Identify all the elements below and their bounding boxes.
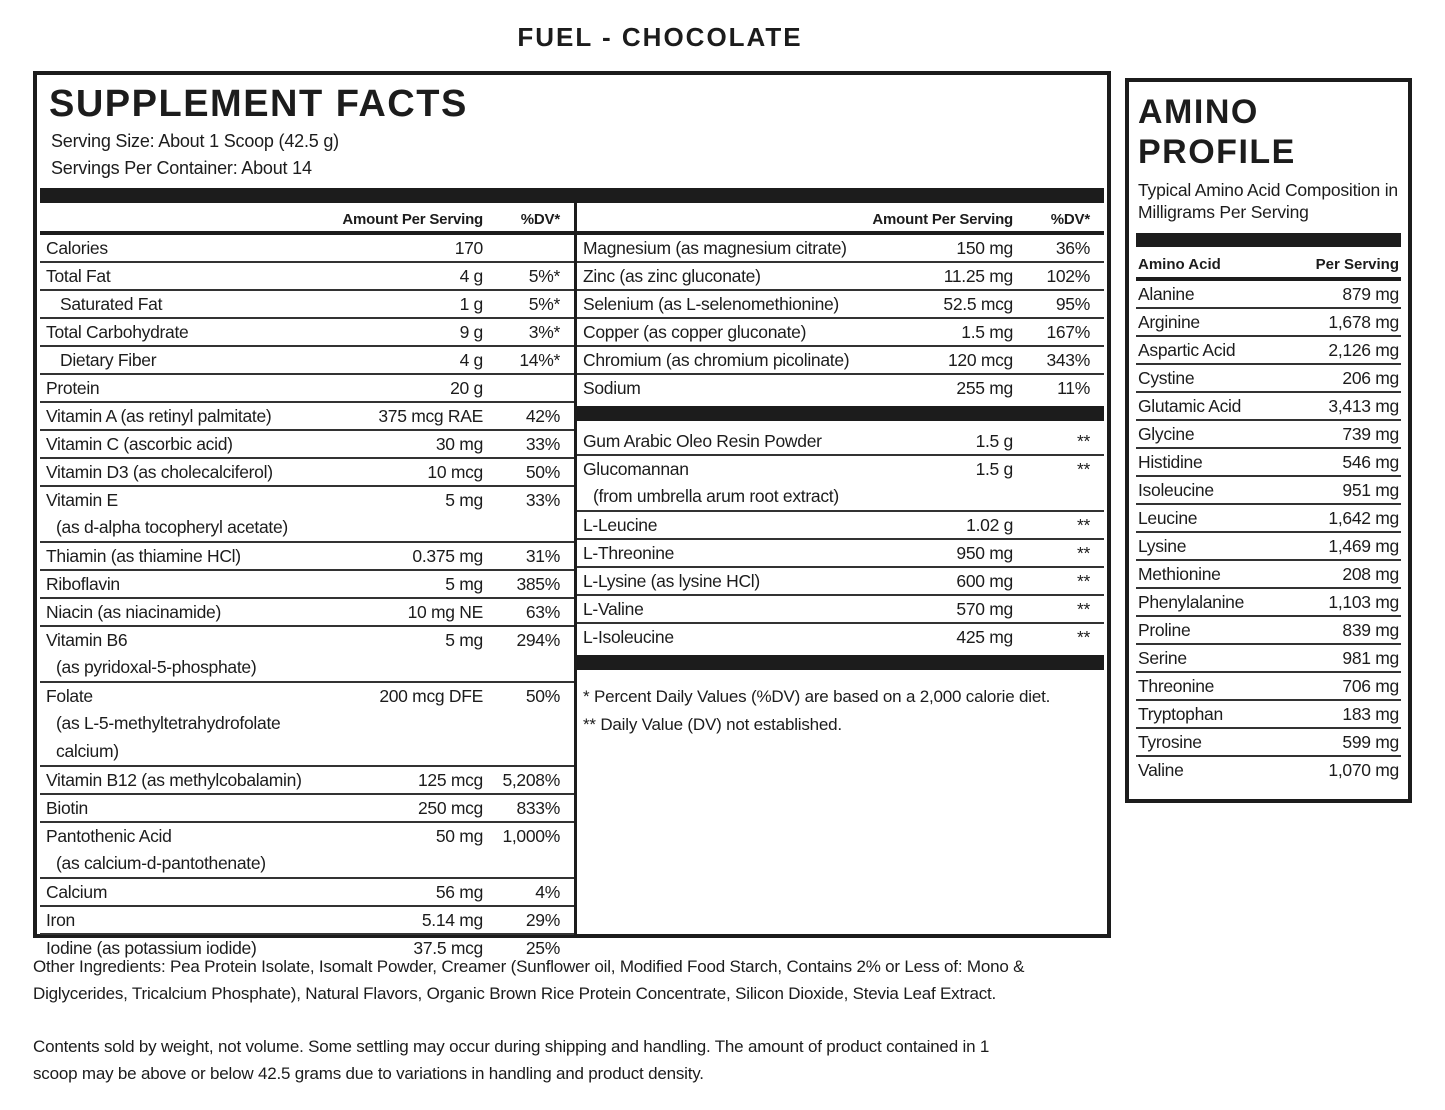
table-row <box>40 291 574 319</box>
table-row <box>1136 337 1401 365</box>
facts-column-right <box>577 203 1104 934</box>
table-row <box>577 291 1104 319</box>
nutrient-name: Vitamin D3 (as cholecalciferol) <box>46 462 273 482</box>
table-row <box>1136 701 1401 729</box>
nutrient-dv: 5%* <box>528 266 560 286</box>
nutrient-name: Thiamin (as thiamine HCl) <box>46 546 241 566</box>
nutrient-dv: 102% <box>1046 266 1090 286</box>
amino-header-row <box>1136 247 1401 281</box>
nutrient-name-cell <box>46 235 333 261</box>
nutrient-name: Vitamin E <box>46 490 118 510</box>
table-row <box>577 263 1104 291</box>
table-row <box>1136 533 1401 561</box>
nutrient-name-cell <box>46 795 333 821</box>
table-row <box>577 319 1104 347</box>
contents-weight-note: Contents sold by weight, not volume. Some settling may occur during shipping and handling. The amount of product contained in 1 scoop may be above or below 42.5 grams due to variations in handling and product density. <box>33 1037 990 1083</box>
nutrient-amount: 5 mg <box>445 574 483 594</box>
nutrient-amount: 4 g <box>459 266 483 286</box>
nutrient-name: Calcium <box>46 882 108 902</box>
nutrient-amount: 570 mg <box>956 599 1013 619</box>
nutrient-amount: 20 g <box>450 378 483 398</box>
table-row <box>40 347 574 375</box>
nutrient-dv: 3%* <box>528 322 560 342</box>
amino-acid-amount: 2,126 mg <box>1328 340 1399 360</box>
nutrient-dv: 5%* <box>528 294 560 314</box>
nutrient-name: Magnesium (as magnesium citrate) <box>583 238 847 258</box>
nutrient-dv: 25% <box>525 938 560 958</box>
nutrient-amount: 125 mcg <box>417 770 483 790</box>
nutrient-amount: 425 mg <box>956 627 1013 647</box>
nutrient-dv: 11% <box>1057 378 1090 398</box>
nutrient-name: Biotin <box>46 798 88 818</box>
nutrient-name-cell <box>46 291 333 317</box>
nutrient-dv: ** <box>1076 627 1090 647</box>
table-row <box>1136 449 1401 477</box>
nutrient-dv: 833% <box>516 798 560 818</box>
amino-acid-name: Threonine <box>1138 676 1215 696</box>
nutrient-dv: 29% <box>525 910 560 930</box>
table-row <box>40 459 574 487</box>
nutrient-dv: 14%* <box>519 350 560 370</box>
amino-acid-name: Phenylalanine <box>1138 592 1245 612</box>
amino-acid-amount: 3,413 mg <box>1328 396 1399 416</box>
nutrient-amount: 56 mg <box>435 882 483 902</box>
amino-acid-name: Glutamic Acid <box>1138 396 1242 416</box>
supplement-facts-panel <box>33 71 1111 958</box>
amino-acid-amount: 1,469 mg <box>1328 536 1399 556</box>
table-row <box>40 319 574 347</box>
nutrient-dv: 167% <box>1046 322 1090 342</box>
table-row <box>40 543 574 571</box>
nutrient-amount: 4 g <box>459 350 483 370</box>
amino-acid-amount: 546 mg <box>1342 452 1399 472</box>
nutrient-name: Sodium <box>583 378 641 398</box>
nutrient-name-cell <box>46 319 333 345</box>
nutrient-name-cell <box>583 428 863 454</box>
table-row <box>1136 477 1401 505</box>
nutrient-dv: 294% <box>516 630 560 650</box>
nutrient-dv: 36% <box>1055 238 1090 258</box>
table-row <box>40 431 574 459</box>
nutrient-name: Vitamin B12 (as methylcobalamin) <box>46 770 302 790</box>
nutrient-amount: 30 mg <box>435 434 483 454</box>
table-row <box>40 263 574 291</box>
amino-acid-name: Alanine <box>1138 284 1195 304</box>
nutrient-name: Gum Arabic Oleo Resin Powder <box>583 431 822 451</box>
amino-acid-name: Tyrosine <box>1138 732 1202 752</box>
nutrient-amount: 5.14 mg <box>421 910 483 930</box>
table-row <box>1136 393 1401 421</box>
amino-acid-name: Leucine <box>1138 508 1198 528</box>
table-row <box>40 487 574 543</box>
nutrient-amount: 250 mcg <box>417 798 483 818</box>
amino-profile-panel <box>1125 78 1412 803</box>
nutrient-rows-other <box>577 428 1104 650</box>
nutrient-source: (as L-5-methyltetrahydrofolate calcium) <box>56 713 281 761</box>
supplement-facts-title: SUPPLEMENT FACTS <box>49 83 468 125</box>
nutrient-name: Vitamin C (ascorbic acid) <box>46 434 233 454</box>
amino-acid-name: Histidine <box>1138 452 1203 472</box>
nutrient-name: L-Leucine <box>583 515 658 535</box>
top-divider-bar <box>40 188 1104 203</box>
nutrient-name-cell <box>46 571 333 597</box>
amino-acid-amount: 951 mg <box>1342 480 1399 500</box>
nutrient-name-cell <box>583 596 863 622</box>
amino-acid-amount: 183 mg <box>1342 704 1399 724</box>
table-row <box>577 375 1104 401</box>
nutrient-dv: ** <box>1076 543 1090 563</box>
table-row <box>40 403 574 431</box>
nutrient-amount: 950 mg <box>956 543 1013 563</box>
nutrient-dv: 42% <box>525 406 560 426</box>
nutrient-amount: 255 mg <box>956 378 1013 398</box>
nutrient-amount: 200 mcg DFE <box>379 686 483 706</box>
amino-acid-name: Arginine <box>1138 312 1200 332</box>
amino-acid-name: Tryptophan <box>1138 704 1223 724</box>
amino-acid-name: Glycine <box>1138 424 1195 444</box>
nutrient-name-cell <box>46 599 333 625</box>
other-ingredients-note: Other Ingredients: Pea Protein Isolate, Isomalt Powder, Creamer (Sunflower oil, Modified Food Starch, Contains 2% or Less of: Mono & Diglycerides, Tricalcium Phosphate), Natural Flavors, Organic Brown Rice Protein Concentrate, Silicon Dioxide, Stevia Leaf Extract. <box>33 957 1025 1003</box>
product-title: FUEL - CHOCOLATE <box>517 22 803 52</box>
nutrient-dv: 1,000% <box>502 826 560 846</box>
nutrient-amount: 10 mcg <box>427 462 483 482</box>
nutrient-name: Vitamin A (as retinyl palmitate) <box>46 406 272 426</box>
serving-size: Serving Size: About 1 Scoop (42.5 g) <box>51 131 339 151</box>
nutrient-name: Folate <box>46 686 93 706</box>
nutrient-dv: 31% <box>525 546 560 566</box>
nutrient-rows-minerals <box>577 235 1104 401</box>
amino-acid-amount: 1,070 mg <box>1328 760 1399 780</box>
nutrient-amount: 5 mg <box>445 630 483 650</box>
amino-acid-amount: 208 mg <box>1342 564 1399 584</box>
table-row <box>1136 617 1401 645</box>
nutrient-dv: 5,208% <box>502 770 560 790</box>
facts-columns <box>40 203 1104 958</box>
nutrient-name: Chromium (as chromium picolinate) <box>583 350 850 370</box>
section-divider-bar <box>577 655 1104 670</box>
nutrient-amount: 0.375 mg <box>412 546 483 566</box>
nutrient-dv: ** <box>1076 571 1090 591</box>
nutrient-name: Selenium (as L-selenomethionine) <box>583 294 839 314</box>
table-row <box>40 627 574 683</box>
header-dv: %DV* <box>520 211 560 228</box>
nutrient-amount: 52.5 mcg <box>943 294 1013 314</box>
nutrient-name-cell <box>46 431 333 457</box>
nutrient-dv: 343% <box>1046 350 1090 370</box>
nutrient-name: Copper (as copper gluconate) <box>583 322 807 342</box>
nutrient-dv: ** <box>1076 599 1090 619</box>
table-row <box>40 795 574 823</box>
table-row <box>40 823 574 879</box>
servings-per-container: Servings Per Container: About 14 <box>51 158 312 178</box>
table-row <box>40 571 574 599</box>
nutrient-amount: 11.25 mg <box>943 266 1013 286</box>
table-row <box>40 375 574 403</box>
table-row <box>1136 757 1401 783</box>
nutrient-dv: 63% <box>525 602 560 622</box>
nutrient-amount: 50 mg <box>435 826 483 846</box>
nutrient-name-cell <box>46 263 333 289</box>
nutrient-dv: 50% <box>525 686 560 706</box>
nutrient-amount: 600 mg <box>956 571 1013 591</box>
nutrient-name: Zinc (as zinc gluconate) <box>583 266 761 286</box>
nutrient-name: Saturated Fat <box>60 294 163 314</box>
nutrient-amount: 1.5 g <box>975 459 1013 479</box>
table-row <box>40 683 574 767</box>
amino-acid-name: Aspartic Acid <box>1138 340 1236 360</box>
table-row <box>1136 589 1401 617</box>
nutrient-rows-left <box>40 235 574 961</box>
nutrient-source: (as pyridoxal-5-phosphate) <box>56 657 257 677</box>
table-row <box>1136 421 1401 449</box>
nutrient-amount: 1.5 mg <box>961 322 1013 342</box>
amino-acid-amount: 706 mg <box>1342 676 1399 696</box>
nutrient-name-cell <box>583 568 863 594</box>
nutrient-source: (as calcium-d-pantothenate) <box>56 853 266 873</box>
nutrient-name-cell <box>46 823 333 877</box>
nutrient-name: Iodine (as potassium iodide) <box>46 938 257 958</box>
nutrient-source: (as d-alpha tocopheryl acetate) <box>56 517 288 537</box>
nutrient-dv: 4% <box>535 882 560 902</box>
nutrient-name-cell <box>583 319 863 345</box>
amino-profile-title: AMINO PROFILE <box>1138 93 1296 171</box>
amino-acid-amount: 599 mg <box>1342 732 1399 752</box>
table-row <box>1136 309 1401 337</box>
header-dv: %DV* <box>1050 211 1090 228</box>
amino-acid-name: Isoleucine <box>1138 480 1214 500</box>
table-row <box>1136 645 1401 673</box>
column-header-row <box>40 203 574 235</box>
nutrient-amount: 1.5 g <box>975 431 1013 451</box>
nutrient-name-cell <box>583 624 863 650</box>
nutrient-name: Total Fat <box>46 266 111 286</box>
nutrient-amount: 10 mg NE <box>407 602 483 622</box>
header-per-serving: Per Serving <box>1315 256 1399 273</box>
nutrient-name: Niacin (as niacinamide) <box>46 602 221 622</box>
nutrient-name: Riboflavin <box>46 574 120 594</box>
nutrient-amount: 150 mg <box>956 238 1013 258</box>
amino-acid-amount: 1,642 mg <box>1328 508 1399 528</box>
nutrient-dv: 33% <box>525 490 560 510</box>
table-row <box>577 540 1104 568</box>
table-row <box>1136 505 1401 533</box>
nutrient-source: (from umbrella arum root extract) <box>593 486 839 506</box>
amino-divider-bar <box>1136 233 1401 247</box>
nutrient-name: Pantothenic Acid <box>46 826 172 846</box>
nutrient-name: L-Threonine <box>583 543 675 563</box>
nutrient-name-cell <box>46 375 333 401</box>
nutrient-amount: 5 mg <box>445 490 483 510</box>
nutrient-amount: 170 <box>454 238 483 258</box>
nutrient-name-cell <box>583 375 863 401</box>
table-row <box>577 456 1104 512</box>
nutrient-name-cell <box>583 540 863 566</box>
amino-acid-name: Cystine <box>1138 368 1195 388</box>
footnotes <box>577 677 1104 739</box>
table-row <box>40 235 574 263</box>
amino-rows <box>1136 281 1401 783</box>
amino-acid-amount: 839 mg <box>1342 620 1399 640</box>
table-row <box>1136 673 1401 701</box>
nutrient-name-cell <box>46 907 333 933</box>
nutrient-name: L-Isoleucine <box>583 627 674 647</box>
nutrient-name: L-Valine <box>583 599 644 619</box>
table-row <box>40 767 574 795</box>
header-amount-per-serving: Amount Per Serving <box>872 211 1013 228</box>
table-row <box>1136 365 1401 393</box>
amino-acid-amount: 1,103 mg <box>1328 592 1399 612</box>
header-amount-per-serving: Amount Per Serving <box>342 211 483 228</box>
nutrient-amount: 120 mcg <box>947 350 1013 370</box>
nutrient-name-cell <box>46 683 333 765</box>
amino-acid-amount: 206 mg <box>1342 368 1399 388</box>
amino-acid-name: Valine <box>1138 760 1184 780</box>
nutrient-amount: 37.5 mcg <box>413 938 483 958</box>
nutrient-amount: 9 g <box>459 322 483 342</box>
table-row <box>577 347 1104 375</box>
table-row <box>577 235 1104 263</box>
nutrient-name-cell <box>46 543 333 569</box>
nutrient-dv: ** <box>1076 515 1090 535</box>
table-row <box>1136 729 1401 757</box>
nutrient-name-cell <box>46 403 333 429</box>
table-row <box>1136 281 1401 309</box>
table-row <box>577 568 1104 596</box>
table-row <box>40 599 574 627</box>
nutrient-name: Dietary Fiber <box>60 350 157 370</box>
nutrient-amount: 375 mcg RAE <box>378 406 483 426</box>
nutrient-name-cell <box>46 347 333 373</box>
nutrient-name: Calories <box>46 238 108 258</box>
nutrient-name-cell <box>583 235 863 261</box>
nutrient-name: Glucomannan <box>583 459 689 479</box>
table-row <box>1136 561 1401 589</box>
facts-column-left <box>40 203 574 958</box>
nutrient-name: Iron <box>46 910 75 930</box>
table-row <box>577 624 1104 650</box>
amino-acid-name: Serine <box>1138 648 1187 668</box>
nutrient-dv: 385% <box>516 574 560 594</box>
nutrient-dv: 33% <box>525 434 560 454</box>
amino-acid-name: Lysine <box>1138 536 1187 556</box>
nutrient-name-cell <box>583 347 863 373</box>
nutrient-name: L-Lysine (as lysine HCl) <box>583 571 760 591</box>
amino-acid-amount: 739 mg <box>1342 424 1399 444</box>
nutrient-amount: 1.02 g <box>966 515 1013 535</box>
footnote-dv: * Percent Daily Values (%DV) are based on a 2,000 calorie diet. <box>583 687 1051 706</box>
amino-acid-amount: 879 mg <box>1342 284 1399 304</box>
amino-acid-amount: 981 mg <box>1342 648 1399 668</box>
nutrient-name: Protein <box>46 378 100 398</box>
nutrient-dv: 95% <box>1055 294 1090 314</box>
nutrient-name-cell <box>583 512 863 538</box>
nutrient-name-cell <box>46 767 333 793</box>
amino-acid-amount: 1,678 mg <box>1328 312 1399 332</box>
header-amino-acid: Amino Acid <box>1138 256 1221 273</box>
table-row <box>40 907 574 935</box>
table-row <box>577 596 1104 624</box>
nutrient-name-cell <box>46 879 333 905</box>
amino-acid-name: Methionine <box>1138 564 1221 584</box>
table-row <box>577 428 1104 456</box>
nutrient-name-cell <box>46 627 333 681</box>
footnote-not-established: ** Daily Value (DV) not established. <box>583 715 842 734</box>
nutrient-dv: ** <box>1076 431 1090 451</box>
nutrient-dv: ** <box>1076 459 1090 479</box>
column-header-row <box>577 203 1104 235</box>
nutrient-name-cell <box>46 487 333 541</box>
amino-acid-name: Proline <box>1138 620 1191 640</box>
nutrient-name-cell <box>583 456 863 510</box>
nutrient-name: Vitamin B6 <box>46 630 128 650</box>
nutrient-name-cell <box>46 459 333 485</box>
table-row <box>577 512 1104 540</box>
nutrient-dv: 50% <box>525 462 560 482</box>
nutrient-amount: 1 g <box>459 294 483 314</box>
nutrient-name-cell <box>583 263 863 289</box>
nutrient-name-cell <box>583 291 863 317</box>
section-divider-bar <box>577 406 1104 421</box>
amino-profile-subtitle: Typical Amino Acid Composition in Milligrams Per Serving <box>1138 180 1398 222</box>
table-row <box>40 879 574 907</box>
nutrient-name: Total Carbohydrate <box>46 322 189 342</box>
